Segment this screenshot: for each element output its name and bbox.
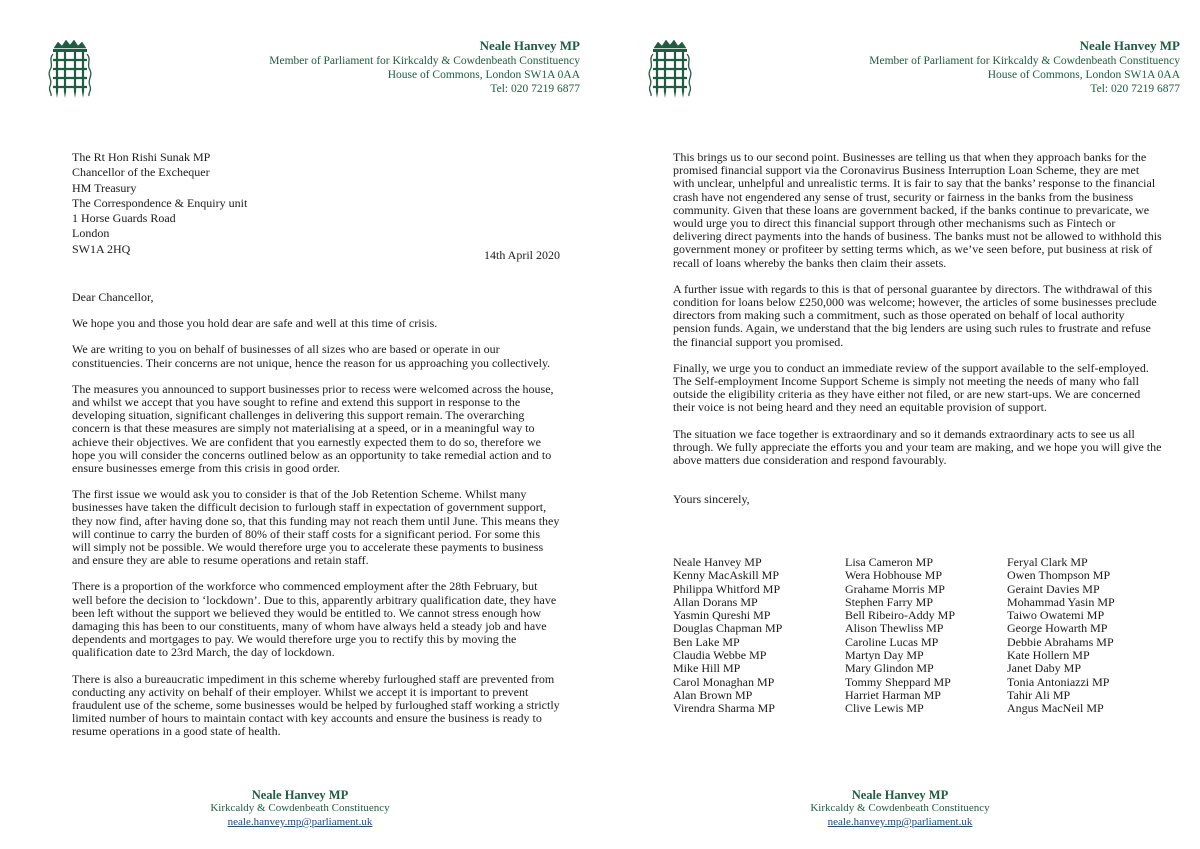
paragraph: We hope you and those you hold dear are safe and well at this time of crisis. xyxy=(72,316,438,331)
paragraph: The first issue we would ask you to consider is that of the Job Retention Scheme. Whilst many businesses have taken the difficult decision to furlough staff in expectation of government support, they now find, after having done so, that this funding may not reach them until June. This means they will continue to carry the burden of 80% of their staff costs for a significant period. For some this will simply not be possible. We would therefore urge you to accelerate these payments to business and ensure they are able to resume operations and retain staff. xyxy=(72,487,560,568)
paragraph: There is a proportion of the workforce who commenced employment after the 28th February, but well before the decision to ‘lockdown’. Due to this, apparently arbitrary qualification date, they have been left without the support we believed they would be entitled to. We cannot stress enough how damaging this has been to our constituents, many of whom have always held a steady job and have dependents and mortgages to pay. We would therefore urge you to rectify this by moving the qualification date to 23rd March, the day of lockdown. xyxy=(72,579,557,660)
signatory: Allan Dorans MP xyxy=(673,594,758,609)
signatory: Tonia Antoniazzi MP xyxy=(1007,674,1110,689)
signatory: Feryal Clark MP xyxy=(1007,555,1088,569)
letter-footer xyxy=(600,789,1200,829)
signatory: Claudia Webbe MP xyxy=(673,648,767,663)
signatory: Taiwo Owatemi MP xyxy=(1007,608,1105,623)
paragraph: The measures you announced to support businesses prior to recess were welcomed across the house, and whilst we accept that you have sought to refine and extend this support in response to the developing situation, significant challenges in delivering this support remain. The overarching concern is that these measures are simply not materialising at a speed, or in a meaningful way to achieve their objectives. We are confident that you earnestly expected them to do so, therefore we hope you will consider the concerns outlined below as an opportunity to take remedial action and to ensure businesses emerge from this crisis in good order. xyxy=(72,381,554,476)
signatory: Tommy Sheppard MP xyxy=(845,674,951,689)
addressee-block xyxy=(72,150,247,257)
signatory: Clive Lewis MP xyxy=(845,701,924,716)
paragraph: A further issue with regards to this is that of personal guarantee by directors. The withdrawal of this condition for loans below £250,000 was welcome; however, the articles of some businesses preclude directors from making such a commitment, such as those operated on behalf of local authority pension funds. Again, we understand that the big lenders are using such rules to frustrate and refuse the financial support you promised. xyxy=(673,281,1157,349)
letter-body-page-2 xyxy=(673,151,1163,519)
signatory: Alan Brown MP xyxy=(673,687,753,702)
signatory: Caroline Lucas MP xyxy=(845,634,939,649)
letter-footer xyxy=(0,789,600,829)
signatory: George Howarth MP xyxy=(1007,621,1108,636)
signatory: Virendra Sharma MP xyxy=(673,701,775,716)
addressee-line: The Rt Hon Rishi Sunak MP xyxy=(72,150,211,164)
paragraph: This brings us to our second point. Businesses are telling us that when they approach banks for the promised financial support via the Coronavirus Business Interruption Loan Scheme, they are met with unclear, unhelpful and unrealistic terms. It is fair to say that the banks’ response to the financial crash have not engendered any sense of trust, security or fairness in the banks from the business community. Given that these loans are government backed, if the banks continue to prevaricate, we would urge you to direct this financial support through other mechanisms such as Fintech or delivering direct payments into the hands of business. The banks must not be allowed to withhold this government money or profiteer by setting terms which, as we’ve seen before, put business at risk of recall of loans whereby the banks then claim their assets. xyxy=(673,150,1162,270)
footer-mp-name: Neale Hanvey MP xyxy=(851,788,949,802)
footer-constituency: Kirkcaldy & Cowdenbeath Constituency xyxy=(210,802,390,815)
signatory: Philippa Whitford MP xyxy=(673,581,781,596)
sign-off: Yours sincerely, xyxy=(673,492,750,507)
letter-date: 14th April 2020 xyxy=(483,248,560,262)
signatories-column-3 xyxy=(1007,556,1115,716)
signatory: Owen Thompson MP xyxy=(1007,568,1111,583)
signatory: Neale Hanvey MP xyxy=(673,555,762,569)
letter-body-page-1 xyxy=(72,291,560,752)
signatory: Yasmin Qureshi MP xyxy=(673,608,771,623)
signatory: Geraint Davies MP xyxy=(1007,581,1100,596)
signatories-column-1 xyxy=(673,556,782,716)
signatories-column-2 xyxy=(845,556,955,716)
signatory: Alison Thewliss MP xyxy=(845,621,944,636)
signatory: Lisa Cameron MP xyxy=(845,555,933,569)
addressee-line: Chancellor of the Exchequer xyxy=(72,165,210,180)
signatory: Bell Ribeiro-Addy MP xyxy=(845,608,955,623)
signatory: Kate Hollern MP xyxy=(1007,648,1090,663)
signatory: Wera Hobhouse MP xyxy=(845,568,943,583)
footer-constituency: Kirkcaldy & Cowdenbeath Constituency xyxy=(810,802,990,815)
addressee-line: The Correspondence & Enquiry unit xyxy=(72,195,248,210)
footer-email-link[interactable]: neale.hanvey.mp@parliament.uk xyxy=(227,815,373,828)
signatory: Martyn Day MP xyxy=(845,648,924,663)
addressee-line: 1 Horse Guards Road xyxy=(72,211,176,226)
signatory: Janet Daby MP xyxy=(1007,661,1081,676)
signatory: Grahame Morris MP xyxy=(845,581,945,596)
signatory: Kenny MacAskill MP xyxy=(673,568,779,583)
letterhead-role: Member of Parliament for Kirkcaldy & Cowdenbeath Constituency xyxy=(869,55,1180,67)
letterhead-tel: Tel: 020 7219 6877 xyxy=(490,83,580,95)
signatory: Carol Monaghan MP xyxy=(673,674,775,689)
letterhead-mp-name: Neale Hanvey MP xyxy=(479,38,580,53)
letterhead-tel: Tel: 020 7219 6877 xyxy=(1090,83,1180,95)
signatory: Mary Glindon MP xyxy=(845,661,934,676)
letterhead-address: House of Commons, London SW1A 0AA xyxy=(387,69,580,81)
signatory: Ben Lake MP xyxy=(673,634,740,649)
signatory: Debbie Abrahams MP xyxy=(1007,634,1114,649)
portcullis-icon xyxy=(48,38,92,100)
signatory: Douglas Chapman MP xyxy=(673,621,783,636)
letterhead-mp-name: Neale Hanvey MP xyxy=(1079,38,1180,53)
paragraph: There is also a bureaucratic impediment in this scheme whereby furloughed staff are prevented from conducting any activity on behalf of their employer. Whilst we accept it is important to prevent fraudulent use of the scheme, some businesses would be helped by furloughed staff working a strictly limited number of hours to maintain contact with key accounts and ensure the business is ready to resume operations in a good state of health. xyxy=(72,671,560,739)
letterhead xyxy=(250,38,580,96)
salutation: Dear Chancellor, xyxy=(72,290,154,304)
addressee-line: London xyxy=(72,226,110,241)
signatory: Mike Hill MP xyxy=(673,661,741,676)
letterhead-address: House of Commons, London SW1A 0AA xyxy=(987,69,1180,81)
footer-email-link[interactable]: neale.hanvey.mp@parliament.uk xyxy=(827,815,973,828)
addressee-line: HM Treasury xyxy=(72,180,137,195)
signatory: Harriet Harman MP xyxy=(845,687,941,702)
letterhead xyxy=(850,38,1180,96)
signatory: Stephen Farry MP xyxy=(845,594,933,609)
signatory: Mohammad Yasin MP xyxy=(1007,594,1115,609)
addressee-line: SW1A 2HQ xyxy=(72,241,131,256)
portcullis-icon xyxy=(648,38,692,100)
paragraph: The situation we face together is extraordinary and so it demands extraordinary acts to see us all through. We fully appreciate the efforts you and your team are making, and we hope you will give the above matters due consideration and respond favourably. xyxy=(673,426,1162,468)
letterhead-role: Member of Parliament for Kirkcaldy & Cowdenbeath Constituency xyxy=(269,55,580,67)
letter-page-2 xyxy=(600,0,1200,849)
paragraph: Finally, we urge you to conduct an immediate review of the support available to the self-employed. The Self-employment Income Support Scheme is simply not meeting the needs of many who fall outside the eligibility criteria as they have either not filed, or are new start-ups. We are concerned their voice is not being heard and they need an equitable provision of support. xyxy=(673,360,1149,415)
footer-mp-name: Neale Hanvey MP xyxy=(251,788,349,802)
signatory: Angus MacNeil MP xyxy=(1007,701,1104,716)
signatory: Tahir Ali MP xyxy=(1007,687,1071,702)
paragraph: We are writing to you on behalf of businesses of all sizes who are based or operate in our constituencies. Their concerns are not unique, hence the reason for us approaching you collectively. xyxy=(72,342,551,370)
